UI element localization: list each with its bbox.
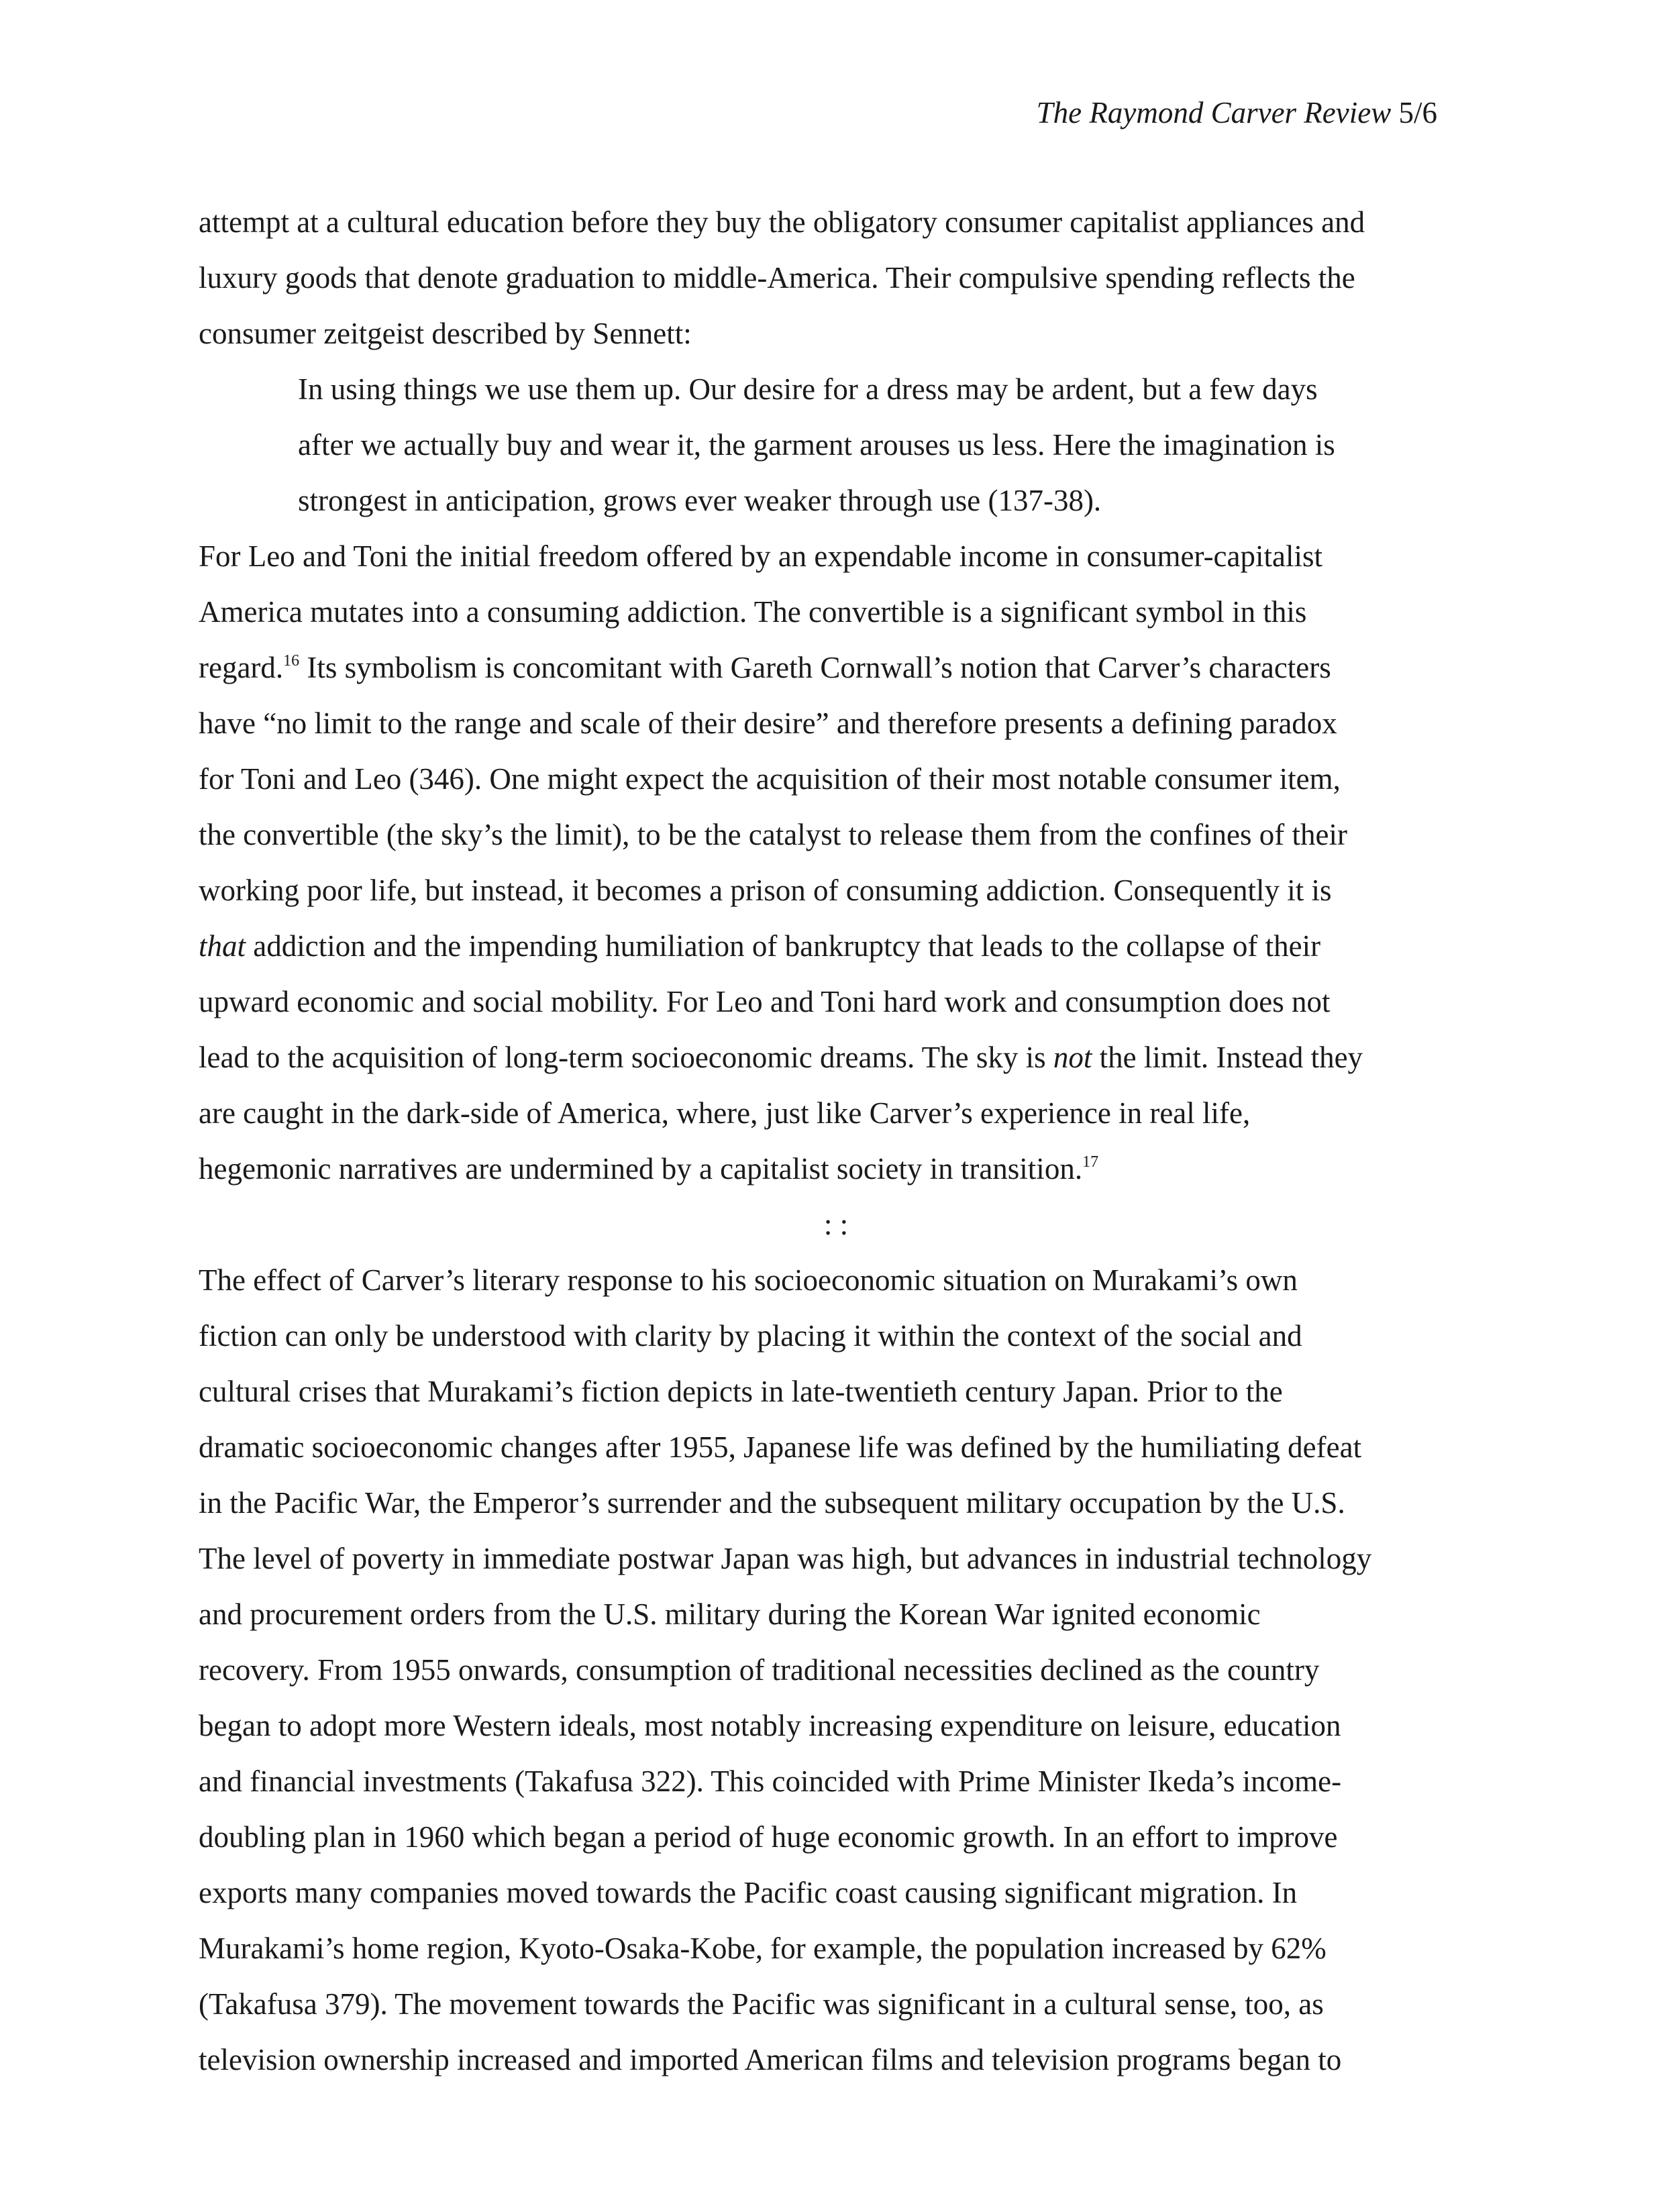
line-text: working poor life, but instead, it becomes a prison of consuming addiction. Consequently it is: [199, 874, 1332, 907]
line-text: In using things we use them up. Our desire for a dress may be ardent, but a few days: [298, 372, 1318, 406]
line-text-continued: Its symbolism is concomitant with Gareth Cornwall’s notion that Carver’s characters: [299, 651, 1331, 684]
text-line: [199, 1475, 1473, 1531]
text-line: [199, 195, 1473, 250]
emphasis: not: [1053, 1041, 1092, 1074]
line-text: strongest in anticipation, grows ever weaker through use (137-38).: [298, 484, 1102, 517]
text-line: [199, 1698, 1473, 1754]
text-line: [199, 1809, 1473, 1865]
line-text: attempt at a cultural education before they buy the obligatory consumer capitalist appliances and: [199, 205, 1365, 239]
line-text: lead to the acquisition of long-term socioeconomic dreams. The sky is: [199, 1041, 1053, 1074]
text-line: [199, 807, 1473, 863]
section-break: [199, 1197, 1473, 1253]
line-text: began to adopt more Western ideals, most notably increasing expenditure on leisure, education: [199, 1709, 1341, 1742]
footnote-marker[interactable]: 16: [283, 652, 300, 670]
page-number: 5/6: [1398, 96, 1437, 129]
running-head: [1037, 93, 1437, 133]
line-text: consumer zeitgeist described by Sennett:: [199, 317, 692, 350]
line-text: recovery. From 1955 onwards, consumption of traditional necessities declined as the country: [199, 1653, 1320, 1687]
line-text: exports many companies moved towards the Pacific coast causing significant migration. In: [199, 1876, 1298, 1909]
line-text: The level of poverty in immediate postwar Japan was high, but advances in industrial technology: [199, 1542, 1372, 1575]
line-text: (Takafusa 379). The movement towards the Pacific was significant in a cultural sense, too, as: [199, 1987, 1324, 2021]
text-line: [199, 1141, 1473, 1197]
line-text: hegemonic narratives are undermined by a capitalist society in transition.: [199, 1152, 1083, 1186]
line-text: For Leo and Toni the initial freedom offered by an expendable income in consumer-capitalist: [199, 539, 1322, 573]
text-line: [199, 1977, 1473, 2032]
text-line: [199, 529, 1473, 584]
text-line: [199, 306, 1473, 362]
emphasis: that: [199, 929, 246, 963]
line-text: fiction can only be understood with clarity by placing it within the context of the social and: [199, 1319, 1302, 1353]
line-text: and financial investments (Takafusa 322). This coincided with Prime Minister Ikeda’s income-: [199, 1765, 1342, 1798]
block-quote-line: [199, 362, 1473, 417]
line-text: cultural crises that Murakami’s fiction depicts in late-twentieth century Japan. Prior to the: [199, 1375, 1283, 1408]
line-text: for Toni and Leo (346). One might expect the acquisition of their most notable consumer item,: [199, 762, 1341, 796]
block-quote-line: [199, 473, 1473, 529]
line-text: after we actually buy and wear it, the garment arouses us less. Here the imagination is: [298, 428, 1335, 462]
text-line: [199, 584, 1473, 640]
text-line: [199, 640, 1473, 696]
line-text: and procurement orders from the U.S. military during the Korean War ignited economic: [199, 1597, 1261, 1631]
text-line: [199, 250, 1473, 306]
text-line: [199, 1030, 1473, 1086]
text-line: [199, 696, 1473, 751]
text-line: [199, 1364, 1473, 1420]
text-line: [199, 974, 1473, 1030]
line-text: The effect of Carver’s literary response to his socioeconomic situation on Murakami’s own: [199, 1263, 1298, 1297]
block-quote-line: [199, 417, 1473, 473]
body-text: [199, 195, 1473, 2088]
text-line: [199, 1642, 1473, 1698]
line-text-continued: the limit. Instead they: [1092, 1041, 1363, 1074]
text-line: [199, 863, 1473, 918]
line-text: are caught in the dark-side of America, where, just like Carver’s experience in real life,: [199, 1096, 1251, 1130]
text-line: [199, 1086, 1473, 1141]
line-text: dramatic socioeconomic changes after 1955, Japanese life was defined by the humiliating defeat: [199, 1430, 1362, 1464]
line-text: America mutates into a consuming addiction. The convertible is a significant symbol in this: [199, 595, 1307, 629]
journal-title: The Raymond Carver Review: [1036, 96, 1392, 129]
line-text: the convertible (the sky’s the limit), to be the catalyst to release them from the confines of their: [199, 818, 1347, 851]
line-text: upward economic and social mobility. For Leo and Toni hard work and consumption does not: [199, 985, 1331, 1018]
text-line: [199, 1865, 1473, 1921]
text-line: [199, 1308, 1473, 1364]
text-line: [199, 1531, 1473, 1587]
line-text: regard.: [199, 651, 284, 684]
line-text: Murakami’s home region, Kyoto-Osaka-Kobe, for example, the population increased by 62%: [199, 1932, 1327, 1965]
text-line: [199, 1587, 1473, 1642]
line-text: in the Pacific War, the Emperor’s surrender and the subsequent military occupation by the U.S.: [199, 1486, 1345, 1520]
text-line: [199, 918, 1473, 974]
line-text: have “no limit to the range and scale of their desire” and therefore presents a defining paradox: [199, 706, 1337, 740]
text-line: [199, 1253, 1473, 1308]
text-line: [199, 2032, 1473, 2088]
line-text-continued: addiction and the impending humiliation of bankruptcy that leads to the collapse of their: [246, 929, 1321, 963]
line-text: doubling plan in 1960 which began a period of huge economic growth. In an effort to improve: [199, 1820, 1338, 1854]
line-text: luxury goods that denote graduation to middle-America. Their compulsive spending reflects the: [199, 261, 1355, 295]
text-line: [199, 1420, 1473, 1475]
text-line: [199, 1754, 1473, 1809]
line-text: : :: [823, 1208, 849, 1241]
text-line: [199, 1921, 1473, 1977]
text-line: [199, 751, 1473, 807]
footnote-marker[interactable]: 17: [1082, 1153, 1099, 1171]
line-text: television ownership increased and imported American films and television programs began to: [199, 2043, 1342, 2076]
